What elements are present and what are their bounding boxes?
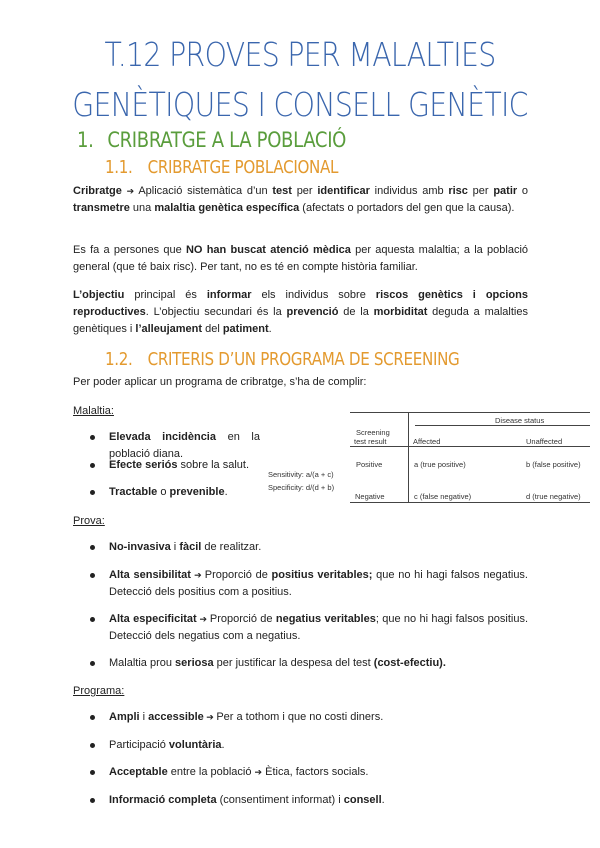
text: del [202, 323, 223, 335]
paragraph-population [73, 242, 528, 276]
text: de la [338, 306, 374, 318]
list-item [90, 539, 528, 556]
list-item [90, 567, 528, 601]
arrow-icon: ➔ [126, 186, 135, 196]
specificity-formula: Specificity: d/(d + b) [268, 483, 335, 492]
bullet-dot [90, 490, 95, 495]
term: Informació completa [109, 794, 217, 806]
term: positius veritables; [271, 569, 373, 581]
list-item [90, 764, 528, 781]
table-cell: d (true negative) [526, 492, 581, 501]
table-cell: a (true positive) [414, 460, 466, 469]
term: identificar [317, 185, 370, 197]
page-title-line1: T.12 PROVES PER MALALTIES [104, 35, 496, 74]
section-title: CRIBRATGE POBLACIONAL [147, 157, 339, 178]
arrow-icon: ➔ [196, 614, 210, 624]
table-col-header: Screening [356, 428, 390, 437]
section-1-heading [77, 128, 346, 152]
text: principal és [124, 289, 207, 301]
text: per justificar la despesa del test [213, 657, 374, 669]
term: fàcil [179, 541, 202, 553]
text: i [170, 541, 180, 553]
arrow-icon: ➔ [254, 767, 263, 777]
sensitivity-formula: Sensitivity: a/(a + c) [268, 470, 334, 479]
term: voluntària [168, 739, 222, 751]
bullet-dot [90, 715, 95, 720]
bullet-dot [90, 770, 95, 775]
arrow-icon: ➔ [190, 570, 205, 580]
bullet-dot [90, 798, 95, 803]
text: per [291, 185, 318, 197]
term: Alta sensibilitat [109, 569, 191, 581]
bullet-dot [90, 545, 95, 550]
paragraph-objective [73, 287, 528, 338]
table-cell: b (false positive) [526, 460, 581, 469]
table-rule [350, 446, 590, 447]
bullet-dot [90, 573, 95, 578]
bullet-dot [90, 435, 95, 440]
text: o [157, 486, 170, 498]
section-title: CRIBRATGE A LA POBLACIÓ [107, 128, 347, 152]
text: Per a tothom i que no costi diners. [216, 711, 384, 723]
term: Efecte seriós [109, 459, 178, 471]
text: sobre la salut. [177, 459, 250, 471]
term: prevenció [286, 306, 339, 318]
page-title-line2: GENÈTIQUES I CONSELL GENÈTIC [72, 85, 528, 124]
term: negatius veritables [275, 613, 376, 625]
paragraph-cribratge [73, 183, 528, 217]
term: patiment [222, 323, 269, 335]
text: . [381, 794, 385, 806]
table-col-header: Unaffected [526, 437, 563, 446]
list-item [90, 484, 260, 501]
table-header: Disease status [495, 416, 545, 425]
section-1-2-heading [105, 349, 459, 370]
text: Es fa a persones que [73, 244, 186, 256]
text: en la població diana. [109, 431, 260, 460]
term: L’objectiu [73, 289, 125, 301]
term: NO han buscat atenció mèdica [185, 244, 351, 256]
label-programa: Programa: [73, 685, 125, 697]
term: Ampli [109, 711, 140, 723]
term: Cribratge [73, 185, 122, 197]
term: patir [493, 185, 518, 197]
section-number: 1.1. [105, 157, 133, 178]
table-col-header: test result [354, 437, 387, 446]
term: Tractable [109, 486, 158, 498]
table-rule [408, 412, 409, 503]
text: una [129, 202, 155, 214]
arrow-icon: ➔ [203, 712, 217, 722]
section-number: 1. [77, 128, 94, 152]
term: No-invasiva [109, 541, 171, 553]
term: l’alleujament [135, 323, 203, 335]
term: Acceptable [109, 766, 168, 778]
text: Proporció de [209, 613, 276, 625]
text: (afectats o portadors del gen que la causa). [299, 202, 515, 214]
table-col-header: Affected [413, 437, 441, 446]
text: . L’objectiu secundari és la [145, 306, 287, 318]
term: (cost-efectiu). [373, 657, 446, 669]
text: que no hi hagi falsos negatius. Detecció dels positius com a positius. [109, 569, 528, 598]
term: morbiditat [373, 306, 428, 318]
section-1-1-heading [105, 157, 338, 178]
screening-table [350, 412, 590, 504]
text: . [224, 486, 228, 498]
text: Malaltia prou [109, 657, 176, 669]
table-cell: Negative [355, 492, 385, 501]
term: transmetre [73, 202, 130, 214]
text: per [467, 185, 494, 197]
text: per aquesta malaltia; a la població general (que té baix risc). Per tant, no es té en compte història familiar. [73, 244, 529, 273]
text: ; que no hi hagi falsos positius. Detecció dels negatius com a negatius. [109, 613, 529, 642]
text: Aplicació sistemàtica d’un [134, 185, 273, 197]
table-cell: Positive [356, 460, 383, 469]
section-title: CRITERIS D’UN PROGRAMA DE SCREENING [147, 349, 460, 370]
text: Participació [109, 739, 169, 751]
list-item [90, 611, 528, 645]
text: Proporció de [204, 569, 272, 581]
bullet-dot [90, 661, 95, 666]
section-number: 1.2. [105, 349, 133, 370]
list-item [90, 792, 528, 809]
term: malaltia genètica específica [154, 202, 300, 214]
text: deguda a malalties genètiques i [73, 306, 528, 335]
list-item [90, 737, 528, 754]
term: prevenible [169, 486, 225, 498]
term: test [272, 185, 292, 197]
list-item [90, 655, 528, 672]
list-item [90, 709, 528, 726]
label-malaltia: Malaltia: [73, 405, 114, 417]
text: de realitzar. [201, 541, 262, 553]
term: risc [448, 185, 468, 197]
table-rule [415, 425, 590, 426]
bullet-dot [90, 463, 95, 468]
table-cell: c (false negative) [414, 492, 472, 501]
text: Ètica, factors socials. [262, 766, 369, 778]
intro-text: Per poder aplicar un programa de cribratge, s’ha de complir: [73, 376, 367, 388]
text: (consentiment informat) i [216, 794, 344, 806]
term: riscos genètics i opcions reproductives [73, 289, 528, 318]
term: informar [206, 289, 252, 301]
label-prova: Prova: [73, 515, 105, 527]
term: Elevada incidència [109, 431, 216, 443]
text: . [268, 323, 272, 335]
text: . [221, 739, 225, 751]
text: entre la població [167, 766, 255, 778]
term: accessible [148, 711, 204, 723]
bullet-dot [90, 743, 95, 748]
text: i [139, 711, 149, 723]
text: els individus sobre [251, 289, 376, 301]
table-rule [350, 412, 590, 413]
text: individus amb [369, 185, 449, 197]
text: o [517, 185, 529, 197]
term: seriosa [175, 657, 214, 669]
bullet-dot [90, 617, 95, 622]
term: Alta especificitat [109, 613, 197, 625]
list-item [90, 457, 260, 474]
term: consell [343, 794, 382, 806]
table-rule [350, 502, 590, 503]
